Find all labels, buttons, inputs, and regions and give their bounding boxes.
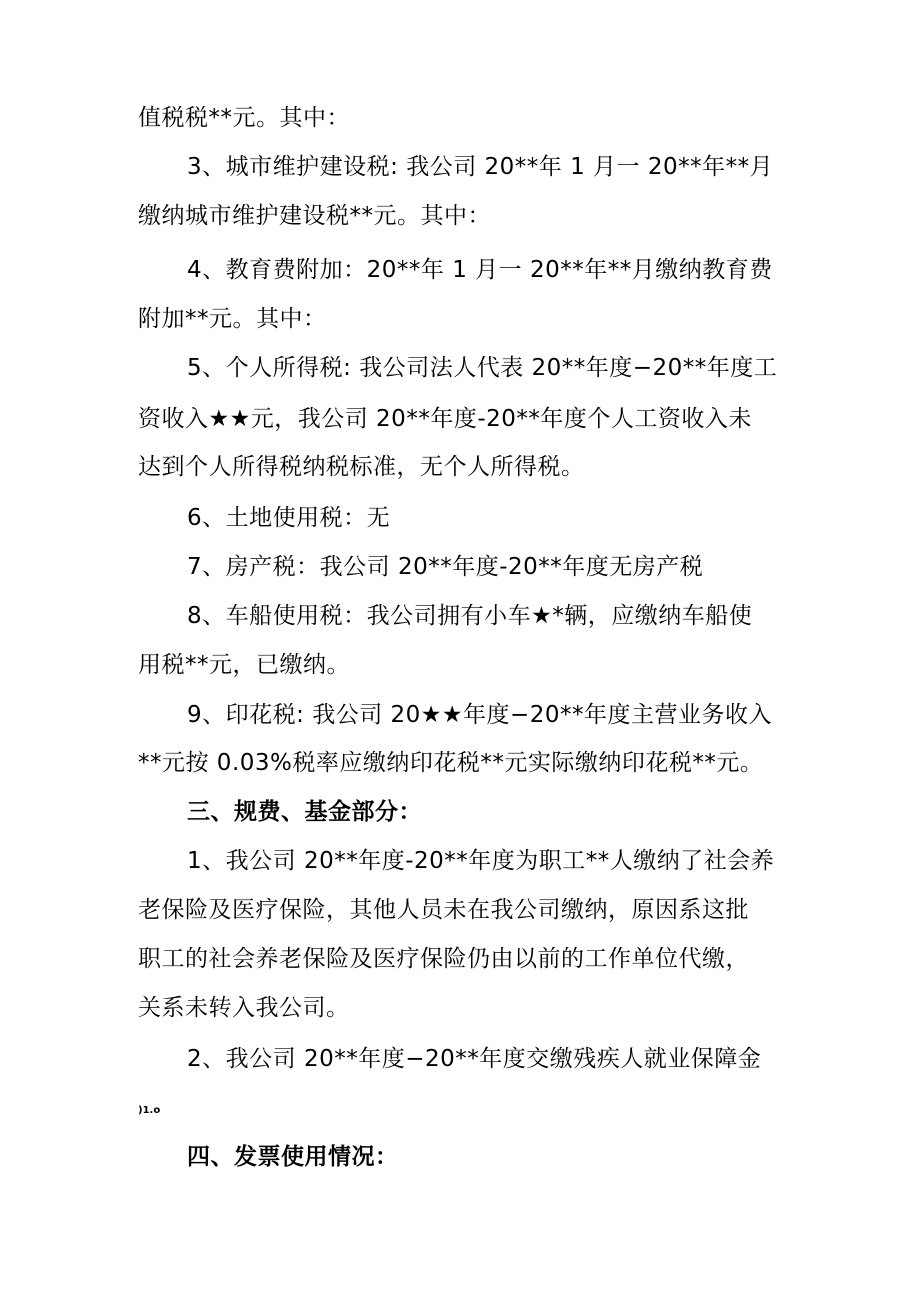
section-heading-invoices: 四、发票使用情况： — [187, 1144, 399, 1170]
item-4-line-1: 4、教育费附加：20**年 1 月一 20**年**月缴纳教育费 — [187, 257, 773, 283]
item-5-line-2: 资收入★★元，我公司 20**年度-20**年度个人工资收入未 — [138, 406, 752, 432]
item-8-line-1: 8、车船使用税：我公司拥有小车★*辆，应缴纳车船使 — [187, 603, 753, 629]
fees-item-2-line-1: 2、我公司 20**年度−20**年度交缴残疾人就业保障金 — [187, 1046, 762, 1072]
item-5-line-1: 5、个人所得税: 我公司法人代表 20**年度−20**年度工 — [187, 355, 778, 381]
paragraph-line: 值税税**元。其中： — [138, 105, 350, 131]
item-8-line-2: 用税**元，已缴纳。 — [138, 652, 350, 678]
item-3-line-2: 缴纳城市维护建设税**元。其中： — [138, 203, 491, 229]
item-4-line-2: 附加**元。其中： — [138, 306, 327, 332]
item-9-line-2: **元按 0.03%税率应缴纳印花税**元实际缴纳印花税**元。 — [138, 750, 764, 776]
fees-item-1-line-2: 老保险及医疗保险，其他人员未在我公司缴纳，原因系这批 — [138, 897, 749, 923]
section-heading-fees: 三、规费、基金部分： — [187, 799, 422, 825]
item-7-line: 7、房产税：我公司 20**年度-20**年度无房产税 — [187, 554, 704, 580]
item-5-line-3: 达到个人所得税纳税标准，无个人所得税。 — [138, 454, 585, 480]
fees-item-1-line-3: 职工的社会养老保险及医疗保险仍由以前的工作单位代缴， — [138, 946, 749, 972]
item-9-line-1: 9、印花税: 我公司 20★★年度−20**年度主营业务收入 — [187, 702, 773, 728]
fees-item-1-line-4: 关系未转入我公司。 — [138, 995, 350, 1021]
fees-item-1-line-1: 1、我公司 20**年度-20**年度为职工**人缴纳了社会养 — [187, 848, 775, 874]
item-6-line: 6、土地使用税：无 — [187, 505, 391, 531]
page-artifact-text: )1.o — [138, 1105, 161, 1116]
item-3-line-1: 3、城市维护建设税: 我公司 20**年 1 月一 20**年**月 — [187, 154, 774, 180]
